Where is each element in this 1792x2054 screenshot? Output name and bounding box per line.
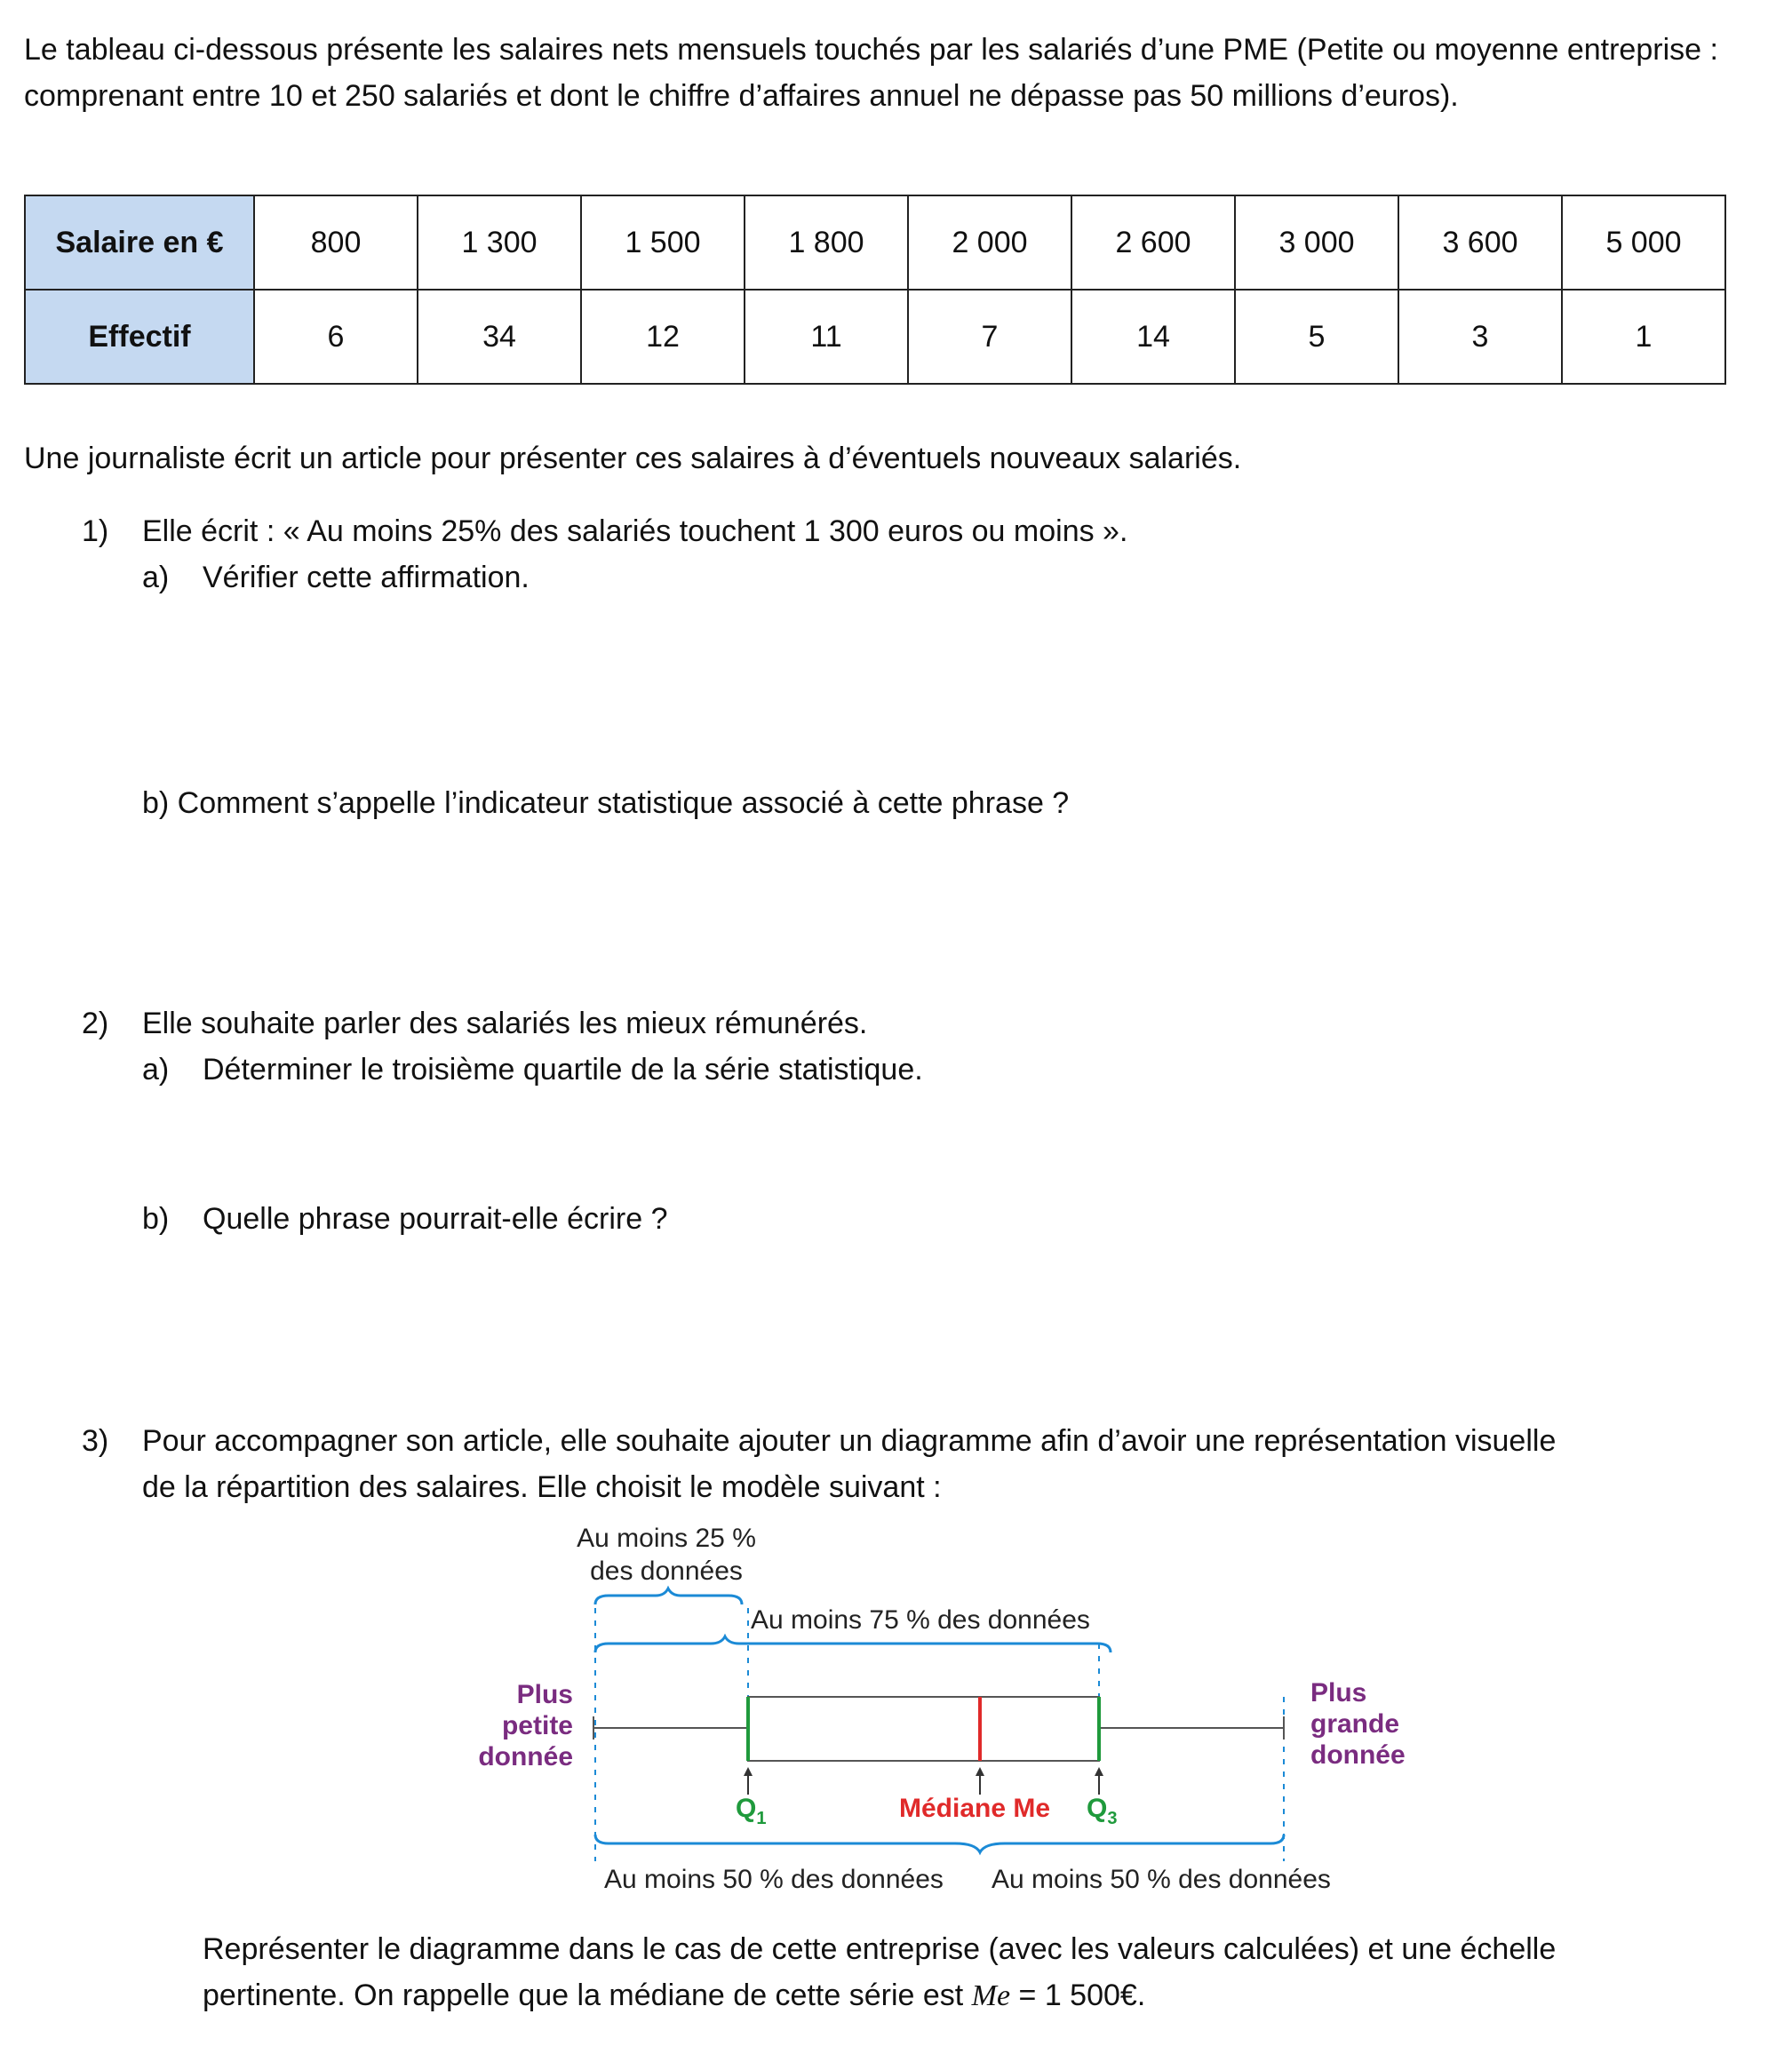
left-label-2: petite xyxy=(501,1711,573,1740)
boxplot-model-diagram xyxy=(462,1510,1439,1910)
q2b-text: Quelle phrase pourrait-elle écrire ? xyxy=(203,1202,668,1236)
median-value: = 1 500€. xyxy=(1010,1978,1146,2012)
q3-subscript: 3 xyxy=(1107,1809,1118,1828)
salary-cell: 2 600 xyxy=(1071,195,1235,290)
salary-cell: 3 600 xyxy=(1398,195,1562,290)
q1a-label: a) xyxy=(142,561,170,594)
salary-cell: 1 500 xyxy=(581,195,745,290)
salary-cell: 3 000 xyxy=(1235,195,1398,290)
mid-label: Au moins 75 % des données xyxy=(751,1605,1090,1635)
bottom-right-label: Au moins 50 % des données xyxy=(992,1865,1331,1894)
q2-text: Elle souhaite parler des salariés les mieux rémunérés. xyxy=(142,1007,868,1040)
effectif-cell: 3 xyxy=(1398,290,1562,384)
q1-letter: Q xyxy=(736,1794,757,1823)
q1-text: Elle écrit : « Au moins 25% des salariés touchent 1 300 euros ou moins ». xyxy=(142,514,1128,548)
salary-cell: 5 000 xyxy=(1562,195,1725,290)
box xyxy=(748,1697,1099,1761)
brace-75-percent xyxy=(595,1636,1111,1652)
effectif-cell: 34 xyxy=(418,290,581,384)
q1b-text: b) Comment s’appelle l’indicateur statistique associé à cette phrase ? xyxy=(142,786,1070,820)
effectif-row xyxy=(25,290,1725,384)
q3-conclusion-line1: Représenter le diagramme dans le cas de cette entreprise (avec les valeurs calculées) et une échelle xyxy=(203,1932,1557,1966)
salary-cell: 2 000 xyxy=(908,195,1071,290)
effectif-cell: 12 xyxy=(581,290,745,384)
salary-cell: 1 300 xyxy=(418,195,581,290)
salary-cell: 800 xyxy=(254,195,418,290)
salary-cell: 1 800 xyxy=(745,195,908,290)
q1-arrowhead xyxy=(744,1767,753,1776)
row-header-effectif: Effectif xyxy=(25,290,254,384)
bottom-left-label: Au moins 50 % des données xyxy=(604,1865,944,1894)
median-label: Médiane Me xyxy=(899,1794,1051,1823)
effectif-cell: 7 xyxy=(908,290,1071,384)
right-label-1: Plus xyxy=(1310,1678,1367,1708)
salary-row xyxy=(25,195,1725,290)
q1-number: 1) xyxy=(82,514,109,548)
q1-subscript: 1 xyxy=(756,1809,767,1828)
effectif-cell: 6 xyxy=(254,290,418,384)
q2a-label: a) xyxy=(142,1053,170,1087)
q2a-text: Déterminer le troisième quartile de la série statistique. xyxy=(203,1053,923,1087)
right-label-3: donnée xyxy=(1310,1740,1406,1770)
bottom-braces xyxy=(595,1835,1284,1852)
q2b-label: b) xyxy=(142,1202,170,1236)
row-header-salaire: Salaire en € xyxy=(25,195,254,290)
q3-line1: Pour accompagner son article, elle souhaite ajouter un diagramme afin d’avoir une représentation visuelle xyxy=(142,1424,1557,1458)
median-arrowhead xyxy=(976,1767,984,1776)
context-sentence: Une journaliste écrit un article pour présenter ces salaires à d’éventuels nouveaux salariés. xyxy=(24,442,1242,475)
effectif-cell: 14 xyxy=(1071,290,1235,384)
q3-letter: Q xyxy=(1087,1794,1108,1823)
top-label-line1: Au moins 25 % xyxy=(577,1524,756,1553)
median-symbol: Me xyxy=(971,1979,1011,2012)
effectif-cell: 5 xyxy=(1235,290,1398,384)
right-label-2: grande xyxy=(1310,1709,1400,1739)
salary-table xyxy=(24,195,1726,385)
q3-conclusion-line2 xyxy=(203,1972,1145,2019)
q3-arrowhead xyxy=(1095,1767,1103,1776)
left-label-1: Plus xyxy=(516,1680,573,1709)
top-label-line2: des données xyxy=(590,1556,743,1586)
q1a-text: Vérifier cette affirmation. xyxy=(203,561,530,594)
q3-line2: de la répartition des salaires. Elle choisit le modèle suivant : xyxy=(142,1470,942,1504)
intro-paragraph: Le tableau ci-dessous présente les salaires nets mensuels touchés par les salariés d’une PME (Petite ou moyenne entreprise : comprenant entre 10 et 250 salariés et dont le chiffre d’affaires annuel ne dépasse pas 50 millions d’euros). xyxy=(24,33,1718,113)
q1-label xyxy=(736,1794,766,1828)
left-label-3: donnée xyxy=(478,1742,573,1771)
effectif-cell: 11 xyxy=(745,290,908,384)
conclusion-prefix: pertinente. On rappelle que la médiane de cette série est xyxy=(203,1978,972,2012)
effectif-cell: 1 xyxy=(1562,290,1725,384)
q2-number: 2) xyxy=(82,1007,109,1040)
q3-number: 3) xyxy=(82,1424,109,1458)
brace-25-percent xyxy=(595,1588,742,1604)
q3-label xyxy=(1087,1794,1117,1828)
